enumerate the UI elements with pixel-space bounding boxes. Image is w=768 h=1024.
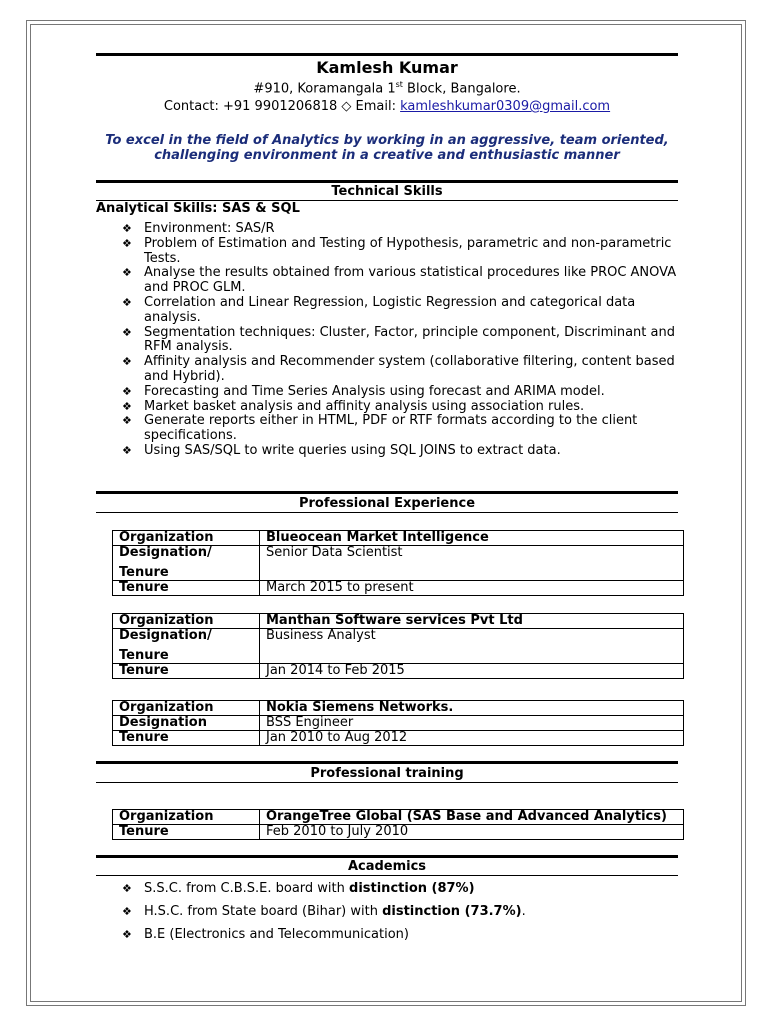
skill-text: Segmentation techniques: Cluster, Factor, principle component, Discriminant and RFM analysis. [144,324,675,355]
experience-title: Professional Experience [298,496,476,511]
tenure-value: March 2015 to present [260,581,684,596]
tenure-value: Jan 2014 to Feb 2015 [260,664,684,679]
tenure-value: Jan 2010 to Aug 2012 [260,731,684,746]
skill-text: Affinity analysis and Recommender system (collaborative filtering, content based and Hybrid). [144,354,675,384]
org-value: Blueocean Market Intelligence [260,531,684,546]
skill-item [120,296,680,326]
skill-text: Using SAS/SQL to write queries using SQL JOINS to extract data. [144,442,561,458]
diamond-bullet-icon: ❖ [122,399,132,413]
diamond-bullet-icon: ❖ [122,928,132,941]
designation-label-line-1: Designation/ [119,545,212,560]
table-row [113,629,684,664]
academics-list [120,877,680,946]
academic-item [120,923,680,946]
table-row [113,825,684,840]
academic-suffix: . [521,904,526,919]
skills-rule-top [96,180,678,183]
diamond-bullet-icon: ❖ [122,905,132,918]
table-row [113,614,684,629]
skill-item [120,355,680,385]
org-label: Organization [113,531,260,546]
skill-text: Market basket analysis and affinity analysis using association rules. [144,398,585,414]
org-value: OrangeTree Global (SAS Base and Advanced Analytics) [260,810,684,825]
contact-line [96,99,678,114]
designation-label [113,546,260,581]
academic-text: B.E (Electronics and Telecommunication) [144,927,409,942]
academic-item [120,900,680,923]
tenure-value: Feb 2010 to July 2010 [260,825,684,840]
address-line [96,80,678,96]
diamond-bullet-icon: ❖ [122,222,132,235]
skill-text: Problem of Estimation and Testing of Hypothesis, parametric and non-parametric Tests. [144,235,672,266]
skills-list [120,222,680,459]
table-row [113,531,684,546]
job-table-3 [112,700,684,746]
tenure-label: Tenure [113,825,260,840]
designation-label: Designation [113,716,260,731]
objective-line-2: challenging environment in a creative and enthusiastic manner [154,148,620,163]
training-table [112,809,684,840]
diamond-bullet-icon: ❖ [122,295,132,309]
designation-label-line-2: Tenure [119,648,169,663]
diamond-bullet-icon: ❖ [122,325,132,339]
org-value: Nokia Siemens Networks. [260,701,684,716]
skill-item [120,266,680,296]
designation-value: BSS Engineer [260,716,684,731]
designation-value: Senior Data Scientist [260,546,684,581]
address-text-2: Block, Bangalore. [402,81,521,97]
training-rule-top [96,761,678,764]
org-label: Organization [113,701,260,716]
diamond-bullet-icon: ❖ [122,384,132,398]
academic-highlight: distinction (87%) [349,881,475,896]
analytical-skills-heading: Analytical Skills: SAS & SQL [96,201,300,216]
academic-text: S.S.C. from C.B.S.E. board with [144,881,350,896]
diamond-bullet-icon: ❖ [122,882,132,895]
designation-label-line-1: Designation/ [119,628,212,643]
skill-item [120,444,680,459]
skill-item [120,222,680,237]
email-link[interactable]: kamleshkumar0309@gmail.com [400,99,611,114]
academic-highlight: distinction (73.7%) [382,904,522,919]
skill-text: Analyse the results obtained from various statistical procedures like PROC ANOVA and PROC GLM. [144,265,677,296]
diamond-bullet-icon: ❖ [122,443,132,457]
org-label: Organization [113,614,260,629]
technical-skills-title: Technical Skills [331,184,443,199]
table-row [113,664,684,679]
diamond-bullet-icon: ❖ [122,355,132,369]
skill-text: Correlation and Linear Regression, Logistic Regression and categorical data analysis. [144,294,636,325]
diamond-bullet-icon: ❖ [122,236,132,250]
table-row [113,731,684,746]
job-table-2 [112,613,684,679]
skill-text: Environment: SAS/R [144,221,275,236]
academics-title: Academics [347,859,427,874]
tenure-label: Tenure [113,581,260,596]
job-table-1 [112,530,684,596]
training-title: Professional training [310,766,464,781]
table-row [113,701,684,716]
table-row [113,810,684,825]
address-superscript: st [395,80,403,89]
table-row [113,581,684,596]
skill-item [120,237,680,267]
academics-rule-top [96,855,678,858]
address-text-1: #910, Koramangala 1 [253,81,396,97]
skill-item [120,400,680,415]
designation-label [113,629,260,664]
org-value: Manthan Software services Pvt Ltd [260,614,684,629]
experience-rule-bottom [96,512,678,513]
career-objective [96,133,678,163]
training-rule-bottom [96,782,678,783]
academic-item [120,877,680,900]
header-rule [96,53,678,56]
skill-text: Forecasting and Time Series Analysis using forecast and ARIMA model. [144,383,605,399]
tenure-label: Tenure [113,664,260,679]
designation-label-line-2: Tenure [119,565,169,580]
experience-rule-top [96,491,678,494]
academic-text: H.S.C. from State board (Bihar) with [144,904,383,919]
org-label: Organization [113,810,260,825]
objective-line-1: To excel in the field of Analytics by working in an aggressive, team oriented, [105,133,669,148]
contact-label: Contact: +91 9901206818 ◇ Email: [163,99,401,114]
skill-item [120,326,680,356]
table-row [113,546,684,581]
candidate-name: Kamlesh Kumar [316,58,458,77]
skill-item [120,414,680,444]
tenure-label: Tenure [113,731,260,746]
diamond-bullet-icon: ❖ [122,266,132,280]
skill-text: Generate reports either in HTML, PDF or RTF formats according to the client specifications. [144,413,638,444]
diamond-bullet-icon: ❖ [122,414,132,428]
designation-value: Business Analyst [260,629,684,664]
skill-item [120,385,680,400]
table-row [113,716,684,731]
academics-rule-bottom [96,875,678,876]
